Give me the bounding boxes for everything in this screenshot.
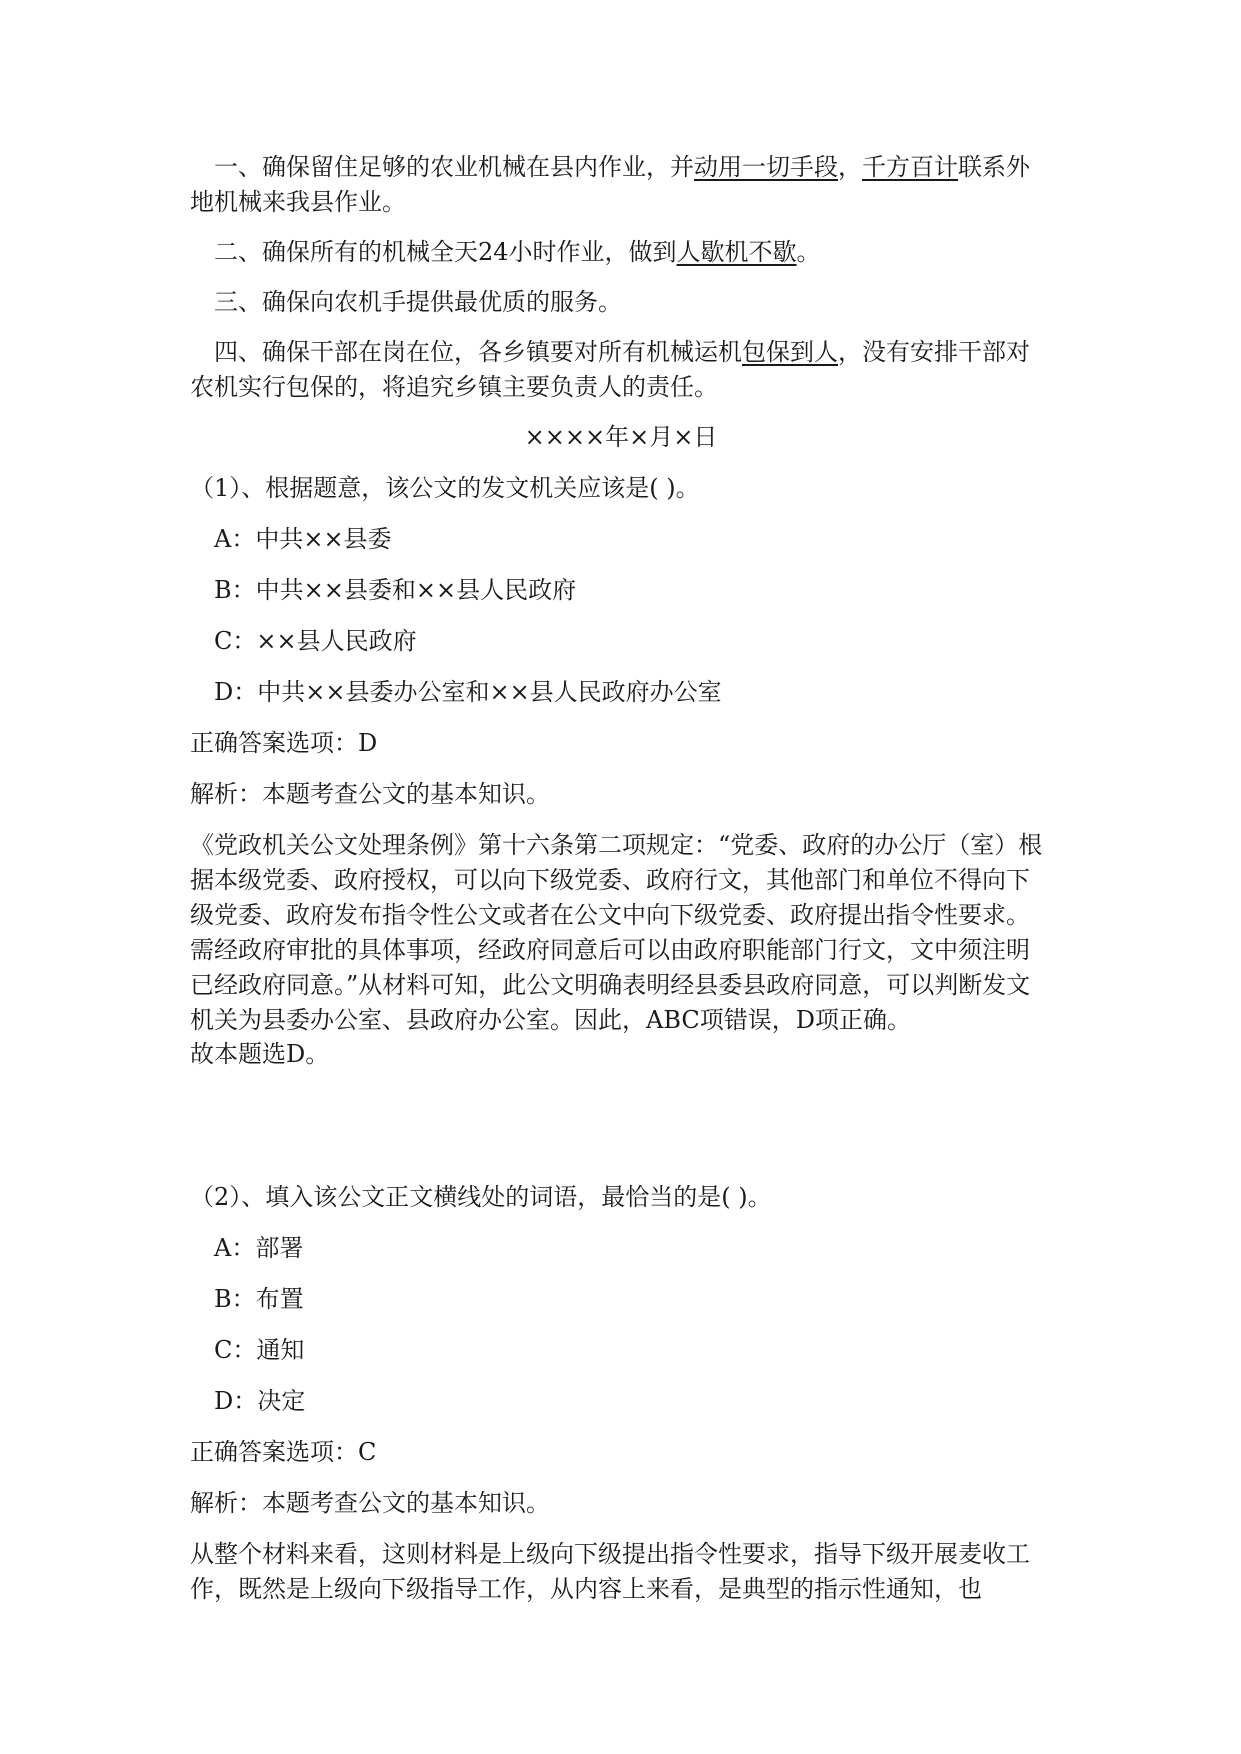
question-1-option-a: A：中共××县委 <box>214 525 392 553</box>
question-1-analysis-title: 解析：本题考查公文的基本知识。 <box>190 780 550 808</box>
item-4-text: ，没有安排干部对农机实行包保的，将追究乡镇主要负责人的责任。 <box>190 338 1030 401</box>
question-2-option-b: B：布置 <box>214 1285 304 1313</box>
question-1-analysis-body: 《党政机关公文处理条例》第十六条第二项规定：“党委、政府的办公厅（室）根据本级党委、政府授权，可以向下级党委、政府行文，其他部门和单位不得向下级党委、政府发布指令性公文或者在公文中向下级党委、政府提出指令性要求。需经政府审批的具体事项，经政府同意后可以由政府职能部门行文，文中须注明已经政府同意。”从材料可知，此公文明确表明经县委县政府同意，可以判断发文机关为县委办公室、县政府办公室。因此，ABC项错误，D项正确。 <box>190 831 1043 1034</box>
underlined-phrase: 千方百计 <box>862 153 958 181</box>
question-2-analysis-title: 解析：本题考查公文的基本知识。 <box>190 1489 550 1517</box>
item-2-text: 。 <box>796 238 821 266</box>
underlined-phrase: 动用一切手段 <box>694 153 838 181</box>
question-1-option-b: B：中共××县委和××县人民政府 <box>214 576 577 604</box>
question-2-analysis-body: 从整个材料来看，这则材料是上级向下级提出指令性要求，指导下级开展麦收工作，既然是上级向下级指导工作，从内容上来看，是典型的指示性通知，也 <box>190 1540 1030 1603</box>
question-1-option-c: C：××县人民政府 <box>214 627 417 655</box>
question-1-stem: （1）、根据题意，该公文的发文机关应该是( )。 <box>190 474 700 502</box>
notice-date: ××××年×月×日 <box>524 423 718 451</box>
question-2-answer: 正确答案选项：C <box>190 1438 377 1466</box>
question-2-option-d: D：决定 <box>214 1387 306 1415</box>
question-2-option-c: C：通知 <box>214 1336 305 1364</box>
notice-item-4 <box>190 335 1052 405</box>
item-4-text: 四、确保干部在岗在位，各乡镇要对所有机械运机 <box>214 338 742 366</box>
item-1-text: 联系外地机械来我县作业。 <box>190 153 1030 216</box>
item-1-text: ， <box>838 153 862 181</box>
item-1-text: 一、确保留住足够的农业机械在县内作业，并 <box>214 153 694 181</box>
underlined-phrase: 人歇机不歇 <box>676 238 797 266</box>
question-1-option-d: D：中共××县委办公室和××县人民政府办公室 <box>214 678 722 706</box>
underlined-phrase: 包保到人 <box>742 338 838 366</box>
question-1-answer: 正确答案选项：D <box>190 729 378 757</box>
question-1-conclusion: 故本题选D。 <box>190 1040 330 1068</box>
notice-item-1 <box>190 150 1052 220</box>
question-2-stem: （2）、填入该公文正文横线处的词语，最恰当的是( )。 <box>190 1183 772 1211</box>
question-2-option-a: A：部署 <box>214 1234 304 1262</box>
item-2-text: 二、确保所有的机械全天24小时作业，做到 <box>214 238 677 266</box>
notice-item-2 <box>190 235 1052 270</box>
notice-item-3: 三、确保向农机手提供最优质的服务。 <box>214 288 622 316</box>
